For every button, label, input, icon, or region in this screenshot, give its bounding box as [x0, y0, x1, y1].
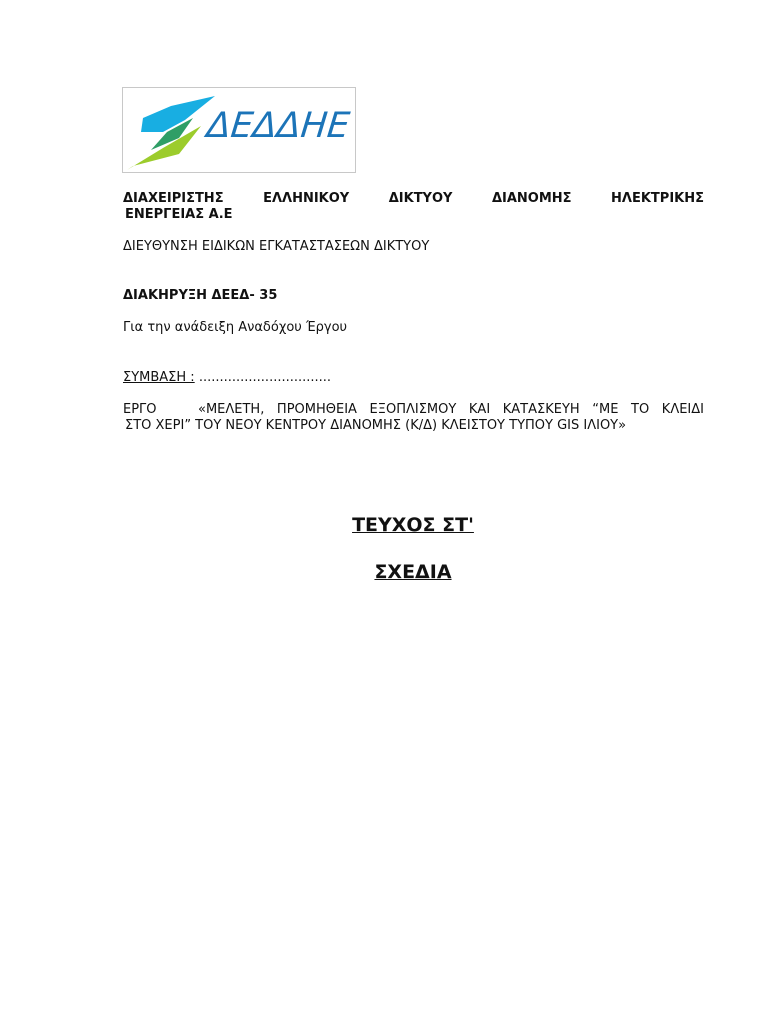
volume-title: ΤΕΥΧΟΣ ΣΤ' [352, 514, 474, 536]
contract-value: ................................ [194, 370, 332, 385]
company-word: ΕΛΛΗΝΙΚΟΥ [263, 191, 350, 206]
purpose-line: Για την ανάδειξη Αναδόχου Έργου [123, 320, 348, 335]
drawings-title: ΣΧΕΔΙΑ [374, 561, 452, 583]
company-word: ΔΙΑΧΕΙΡΙΣΤΗΣ [123, 191, 224, 206]
contract-label: ΣΥΜΒΑΣΗ : [123, 370, 195, 385]
company-name [123, 191, 704, 223]
company-word: ΗΛΕΚΤΡΙΚΗΣ [611, 191, 704, 206]
company-word: ΔΙΑΝΟΜΗΣ [491, 191, 572, 206]
project-title-line2: ΣΤΟ ΧΕΡΙ” ΤΟΥ ΝΕΟΥ ΚΕΝΤΡΟΥ ΔΙΑΝΟΜΗΣ (Κ/Δ) ΚΛΕΙΣΤΟΥ ΤΥΠΟΥ GIS ΙΛΙΟΥ» [125, 418, 627, 433]
directorate-line: ΔΙΕΥΘΥΝΣΗ ΕΙΔΙΚΩΝ ΕΓΚΑΤΑΣΤΑΣΕΩΝ ΔΙΚΤΥΟΥ [123, 239, 430, 254]
logo-wordmark: ΔΕΔΔΗΕ [204, 106, 352, 146]
project-row [123, 402, 704, 418]
company-word: ΔΙΚΤΥΟΥ [388, 191, 453, 206]
project-block [123, 402, 704, 434]
declaration-title: ΔΙΑΚΗΡΥΞΗ ΔΕΕΔ- 35 [123, 288, 278, 303]
project-title-line1: «ΜΕΛΕΤΗ, ΠΡΟΜΗΘΕΙΑ ΕΞΟΠΛΙΣΜΟΥ ΚΑΙ ΚΑΤΑΣΚΕΥΗ “ΜΕ ΤΟ ΚΛΕΙΔΙ [198, 402, 704, 417]
company-logo [122, 87, 356, 173]
contract-line [123, 370, 704, 386]
project-label: ΕΡΓΟ [123, 402, 157, 417]
company-name-line1 [123, 191, 704, 207]
company-name-line2: ΕΝΕΡΓΕΙΑΣ Α.Ε [125, 207, 233, 222]
